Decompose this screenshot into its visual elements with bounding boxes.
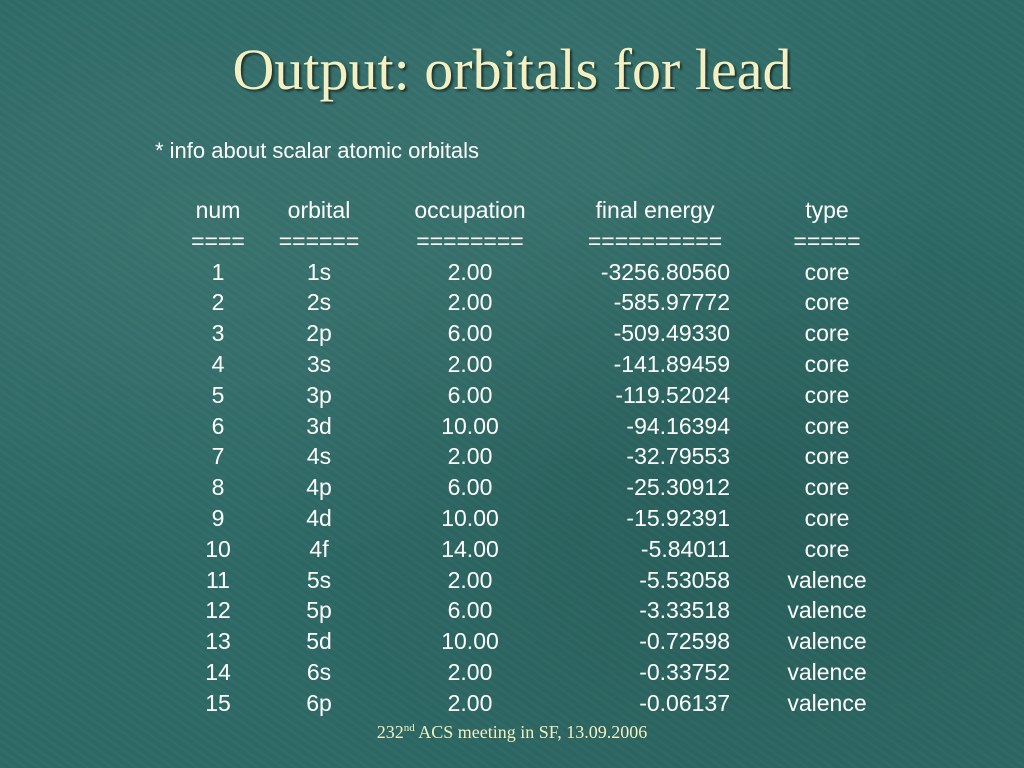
table-row [0, 320, 1024, 351]
cell-type: core [804, 381, 850, 408]
cell-energy: -119.52024 [615, 381, 730, 408]
orbitals-table [0, 197, 1024, 721]
separator-type: ===== [793, 227, 861, 254]
footer-ordinal: nd [403, 722, 415, 734]
cell-type: core [804, 412, 850, 439]
cell-orbital: 1s [306, 258, 332, 285]
cell-type: valence [787, 597, 867, 624]
cell-orbital: 3p [306, 381, 332, 408]
cell-orbital: 4f [309, 535, 329, 562]
cell-type: core [804, 258, 850, 285]
cell-energy: -0.06137 [639, 689, 730, 716]
cell-occupation: 6.00 [447, 474, 493, 501]
cell-occupation: 10.00 [441, 628, 499, 655]
table-row [0, 536, 1024, 567]
cell-occupation: 14.00 [441, 535, 499, 562]
cell-type: core [804, 504, 850, 531]
table-row [0, 382, 1024, 413]
cell-occupation: 2.00 [447, 258, 493, 285]
table-row [0, 474, 1024, 505]
cell-num: 3 [211, 320, 225, 347]
cell-occupation: 2.00 [447, 350, 493, 377]
cell-occupation: 10.00 [441, 412, 499, 439]
cell-orbital: 5s [306, 566, 332, 593]
separator-orbital: ====== [278, 227, 360, 254]
table-header-row [0, 197, 1024, 228]
cell-orbital: 5p [306, 597, 332, 624]
cell-num: 2 [211, 289, 225, 316]
cell-occupation: 2.00 [447, 658, 493, 685]
cell-occupation: 2.00 [447, 689, 493, 716]
cell-type: valence [787, 566, 867, 593]
cell-occupation: 2.00 [447, 443, 493, 470]
cell-type: core [804, 443, 850, 470]
cell-orbital: 5d [306, 628, 332, 655]
cell-type: valence [787, 658, 867, 685]
cell-num: 1 [211, 258, 225, 285]
cell-type: core [804, 289, 850, 316]
table-row [0, 690, 1024, 721]
footer-number: 232 [376, 722, 404, 742]
table-row [0, 259, 1024, 290]
cell-energy: -141.89459 [613, 350, 730, 377]
table-row [0, 597, 1024, 628]
cell-type: core [804, 320, 850, 347]
cell-energy: -3256.80560 [600, 258, 730, 285]
header-orbital: orbital [287, 197, 351, 223]
table-row [0, 443, 1024, 474]
cell-num: 14 [205, 658, 231, 685]
cell-energy: -25.30912 [626, 474, 730, 501]
cell-num: 5 [211, 381, 225, 408]
cell-num: 9 [211, 504, 225, 531]
cell-occupation: 10.00 [441, 504, 499, 531]
cell-num: 8 [211, 474, 225, 501]
cell-orbital: 3s [306, 350, 332, 377]
header-energy: final energy [595, 197, 715, 223]
slide-title: Output: orbitals for lead [232, 37, 792, 102]
cell-type: core [804, 350, 850, 377]
cell-orbital: 4s [306, 443, 332, 470]
footer [0, 722, 1024, 743]
separator-num: ==== [191, 227, 245, 254]
cell-orbital: 3d [306, 412, 332, 439]
table-row [0, 351, 1024, 382]
cell-num: 11 [206, 566, 230, 593]
table-body [0, 259, 1024, 721]
cell-energy: -32.79553 [626, 443, 730, 470]
cell-occupation: 6.00 [447, 320, 493, 347]
cell-energy: -585.97772 [613, 289, 730, 316]
cell-energy: -0.72598 [639, 628, 730, 655]
header-type: type [805, 197, 849, 223]
cell-orbital: 6s [306, 658, 332, 685]
cell-energy: -0.33752 [639, 658, 730, 685]
separator-energy: ========== [587, 227, 723, 254]
cell-type: core [804, 474, 850, 501]
cell-type: valence [787, 628, 867, 655]
cell-type: valence [787, 689, 867, 716]
cell-orbital: 4d [306, 504, 332, 531]
cell-num: 6 [211, 412, 225, 439]
cell-num: 10 [205, 535, 231, 562]
footer-text: ACS meeting in SF, 13.09.2006 [414, 722, 648, 742]
table-row [0, 505, 1024, 536]
header-num: num [195, 197, 241, 223]
cell-occupation: 2.00 [447, 289, 493, 316]
cell-energy: -3.33518 [639, 597, 730, 624]
cell-orbital: 2p [306, 320, 332, 347]
separator-occupation: ======== [416, 227, 524, 254]
cell-energy: -5.84011 [640, 535, 730, 562]
cell-type: core [804, 535, 850, 562]
cell-energy: -15.92391 [626, 504, 730, 531]
cell-num: 13 [205, 628, 231, 655]
cell-num: 12 [205, 597, 231, 624]
cell-num: 7 [211, 443, 225, 470]
cell-occupation: 6.00 [447, 381, 493, 408]
table-row [0, 567, 1024, 598]
table-row [0, 289, 1024, 320]
cell-energy: -509.49330 [613, 320, 730, 347]
subtitle: * info about scalar atomic orbitals [155, 138, 480, 163]
cell-occupation: 6.00 [447, 597, 493, 624]
cell-energy: -5.53058 [639, 566, 730, 593]
cell-energy: -94.16394 [626, 412, 730, 439]
table-row [0, 628, 1024, 659]
cell-num: 4 [211, 350, 225, 377]
cell-num: 15 [205, 689, 231, 716]
cell-orbital: 6p [306, 689, 332, 716]
table-row [0, 413, 1024, 444]
cell-orbital: 2s [306, 289, 332, 316]
header-occupation: occupation [414, 197, 526, 223]
table-row [0, 659, 1024, 690]
cell-orbital: 4p [306, 474, 332, 501]
table-separator-row [0, 228, 1024, 259]
cell-occupation: 2.00 [447, 566, 493, 593]
